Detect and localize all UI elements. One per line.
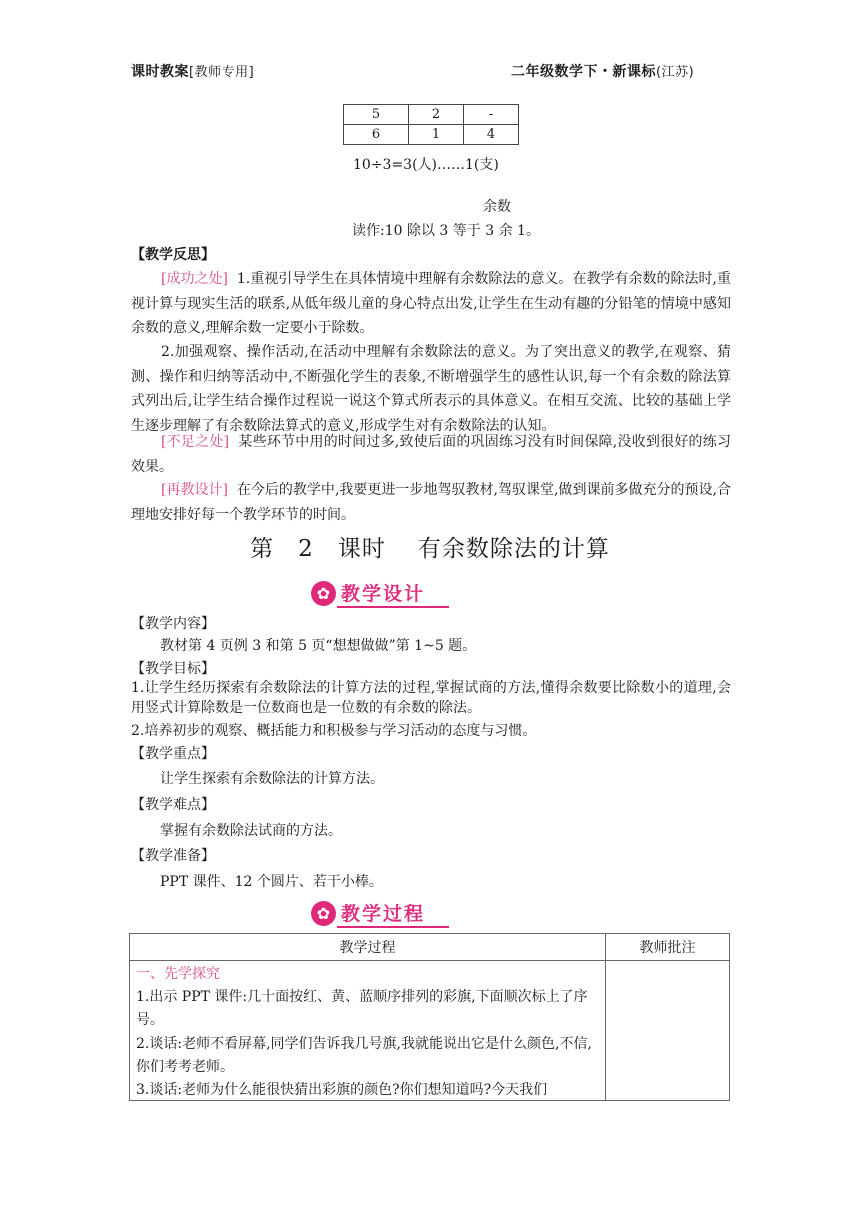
column-header-notes: 教师批注 bbox=[606, 934, 730, 961]
key-title: 【教学重点】 bbox=[131, 746, 215, 762]
table-row bbox=[344, 105, 519, 125]
process-table bbox=[129, 933, 730, 1101]
lesson-unit: 课时 bbox=[337, 536, 386, 562]
table-cell: 4 bbox=[464, 125, 519, 145]
process-banner-label: 教学过程 bbox=[341, 903, 426, 925]
process-item-3: 3.谈话:老师为什么能很快猜出彩旗的颜色?你们想知道吗?今天我们 bbox=[136, 1082, 548, 1099]
prep-title: 【教学准备】 bbox=[131, 848, 215, 864]
goal-1: 1.让学生经历探索有余数除法的计算方法的过程,掌握试商的方法,懂得余数要比除数小的道理,会用竖式计算除数是一位数商也是一位数的有余数的除法。 bbox=[131, 680, 731, 716]
header-right bbox=[511, 61, 694, 81]
design-banner bbox=[311, 578, 449, 610]
success-text-1: 1.重视引导学生在具体情境中理解有余数除法的意义。在教学有余数的除法时,重视计算与现实生活的联系,从低年级儿童的身心特点出发,让学生在生动有趣的分铅笔的情境中感知余数的意义,理解余数一定要小于除数。 bbox=[131, 271, 731, 336]
table-cell: - bbox=[464, 105, 519, 125]
table-cell: 5 bbox=[344, 105, 409, 125]
difficulty-title: 【教学难点】 bbox=[131, 797, 215, 813]
lesson-number: 2 bbox=[298, 536, 314, 562]
success-text-2: 2.加强观察、操作活动,在活动中理解有余数除法的意义。为了突出意义的教学,在观察、猜测、操作和归纳等活动中,不断强化学生的表象,不断增强学生的感性认识,每一个有余数的除法算式列出后,让学生结合操作过程说一说这个算式所表示的具体意义。在相互交流、比较的基础上学生逐步理解了有余数除法算式的意义,形成学生对有余数除法的认知。 bbox=[131, 344, 731, 434]
process-cell bbox=[130, 961, 606, 1101]
remainder-note: 余数 bbox=[483, 199, 511, 215]
table-cell: 6 bbox=[344, 125, 409, 145]
goal-2: 2.培养初步的观察、概括能力和积极参与学习活动的态度与习惯。 bbox=[131, 723, 537, 739]
process-banner bbox=[311, 898, 449, 930]
table-cell: 1 bbox=[409, 125, 464, 145]
shortfall-text: 某些环节中用的时间过多,致使后面的巩固练习没有时间保障,没收到很好的练习效果。 bbox=[131, 434, 731, 475]
reflection-redesign bbox=[131, 478, 731, 527]
division-equation: 10÷3=3(人)……1(支) bbox=[353, 157, 499, 173]
key-text: 让学生探索有余数除法的计算方法。 bbox=[160, 771, 384, 787]
prep-text: PPT 课件、12 个圆片、若干小棒。 bbox=[160, 874, 383, 890]
lesson-name: 有余数除法的计算 bbox=[417, 536, 610, 562]
design-banner-label: 教学设计 bbox=[341, 583, 426, 605]
goals-title: 【教学目标】 bbox=[131, 661, 215, 677]
swirl-logo-icon: ✿ bbox=[311, 901, 336, 926]
table-cell: 2 bbox=[409, 105, 464, 125]
header-tag: [教师专用] bbox=[189, 65, 255, 80]
table-row bbox=[344, 125, 519, 145]
shortfall-tag: [不足之处] bbox=[161, 434, 230, 450]
table-row bbox=[130, 961, 730, 1101]
lesson-prefix: 第 bbox=[250, 536, 275, 562]
header-left bbox=[131, 61, 254, 81]
process-section-title: 一、先学探究 bbox=[136, 966, 220, 982]
banner-underline bbox=[337, 926, 449, 928]
success-tag: [成功之处] bbox=[161, 271, 228, 287]
content-title: 【教学内容】 bbox=[131, 616, 215, 632]
division-table bbox=[343, 104, 519, 145]
header-grade: 二年级数学下・新课标 bbox=[511, 64, 656, 80]
swirl-logo-icon: ✿ bbox=[311, 581, 336, 606]
column-header-process: 教学过程 bbox=[130, 934, 606, 961]
redesign-tag: [再教设计] bbox=[161, 482, 228, 498]
banner-underline bbox=[337, 606, 449, 608]
table-header-row bbox=[130, 934, 730, 961]
difficulty-text: 掌握有余数除法试商的方法。 bbox=[160, 823, 342, 839]
reflection-success bbox=[131, 267, 731, 341]
reflection-shortfall bbox=[131, 430, 731, 479]
redesign-text: 在今后的教学中,我要更进一步地驾驭教材,驾驭课堂,做到课前多做充分的预设,合理地安排好每一个教学环节的时间。 bbox=[131, 482, 731, 523]
notes-cell bbox=[606, 961, 730, 1101]
reflection-title: 【教学反思】 bbox=[131, 247, 215, 263]
process-item-2: 2.谈话:老师不看屏幕,同学们告诉我几号旗,我就能说出它是什么颜色,不信,你们考考老师。 bbox=[136, 1035, 592, 1075]
header-title: 课时教案 bbox=[131, 64, 189, 80]
header-region: (江苏) bbox=[656, 65, 695, 80]
content-text: 教材第 4 页例 3 和第 5 页“想想做做”第 1~5 题。 bbox=[160, 638, 477, 654]
process-item-1: 1.出示 PPT 课件:几十面按红、黄、蓝顺序排列的彩旗,下面顺次标上了序号。 bbox=[136, 989, 588, 1029]
reading-line: 读作:10 除以 3 等于 3 余 1。 bbox=[352, 223, 540, 239]
lesson-title bbox=[0, 530, 860, 563]
